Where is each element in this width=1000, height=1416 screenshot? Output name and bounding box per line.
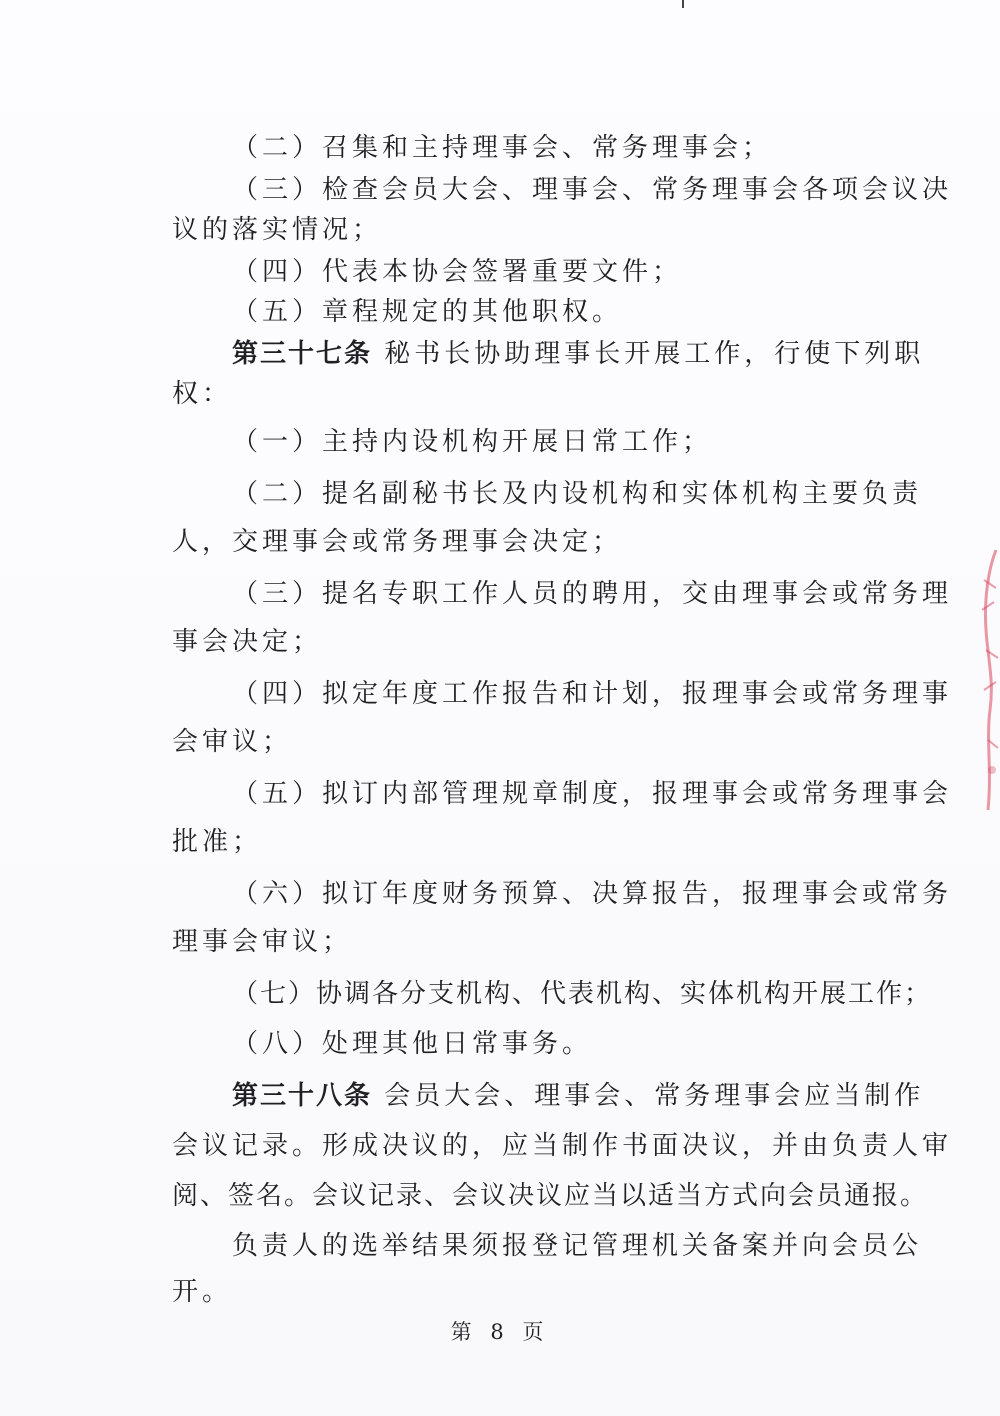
article-38-heading: 第三十八条 — [232, 1081, 373, 1111]
article-38-line — [232, 1076, 924, 1116]
a37-item-5-cont: 批准； — [172, 827, 263, 857]
a37-item-4-cont: 会审议； — [172, 727, 293, 757]
a37-item-6: （六）拟订年度财务预算、决算报告，报理事会或常务 — [232, 879, 953, 909]
final-paragraph-line-1: 负责人的选举结果须报登记管理机关备案并向会员公 — [232, 1231, 923, 1261]
article-37-text: 秘书长协助理事长开展工作，行使下列职 — [372, 339, 925, 369]
a37-item-3: （三）提名专职工作人员的聘用，交由理事会或常务理 — [232, 579, 953, 609]
a37-item-5: （五）拟订内部管理规章制度，报理事会或常务理事会 — [232, 779, 953, 809]
scan-mark — [682, 0, 684, 8]
final-paragraph-line-2: 开。 — [172, 1277, 233, 1307]
a37-item-2: （二）提名副秘书长及内设机构和实体机构主要负责 — [232, 479, 923, 509]
article-38-text: 会员大会、理事会、常务理事会应当制作 — [372, 1081, 925, 1111]
article-37-cont: 权： — [172, 379, 233, 409]
a37-item-1: （一）主持内设机构开展日常工作； — [232, 427, 713, 457]
item-5-other: （五）章程规定的其他职权。 — [232, 297, 623, 327]
item-3-inspect-cont: 议的落实情况； — [172, 215, 383, 245]
article-38-line-2: 会议记录。形成决议的，应当制作书面决议，并由负责人审 — [172, 1131, 953, 1161]
article-38-line-3: 阅、签名。会议记录、会议决议应当以适当方式向会员通报。 — [172, 1181, 929, 1211]
a37-item-6-cont: 理事会审议； — [172, 927, 353, 957]
a37-item-3-cont: 事会决定； — [172, 627, 323, 657]
a37-item-2-cont: 人，交理事会或常务理事会决定； — [172, 527, 623, 557]
item-4-sign: （四）代表本协会签署重要文件； — [232, 257, 683, 287]
article-37-heading: 第三十七条 — [232, 339, 373, 369]
a37-item-7: （七）协调各分支机构、代表机构、实体机构开展工作； — [232, 979, 933, 1009]
seal-fragment-icon — [970, 540, 1000, 830]
item-3-inspect: （三）检查会员大会、理事会、常务理事会各项会议决 — [232, 175, 953, 205]
page-number: 第 8 页 — [450, 1320, 550, 1344]
a37-item-8: （八）处理其他日常事务。 — [232, 1029, 593, 1059]
item-2-convene: （二）召集和主持理事会、常务理事会； — [232, 133, 773, 163]
article-37-line — [232, 334, 924, 374]
a37-item-4: （四）拟定年度工作报告和计划，报理事会或常务理事 — [232, 679, 953, 709]
